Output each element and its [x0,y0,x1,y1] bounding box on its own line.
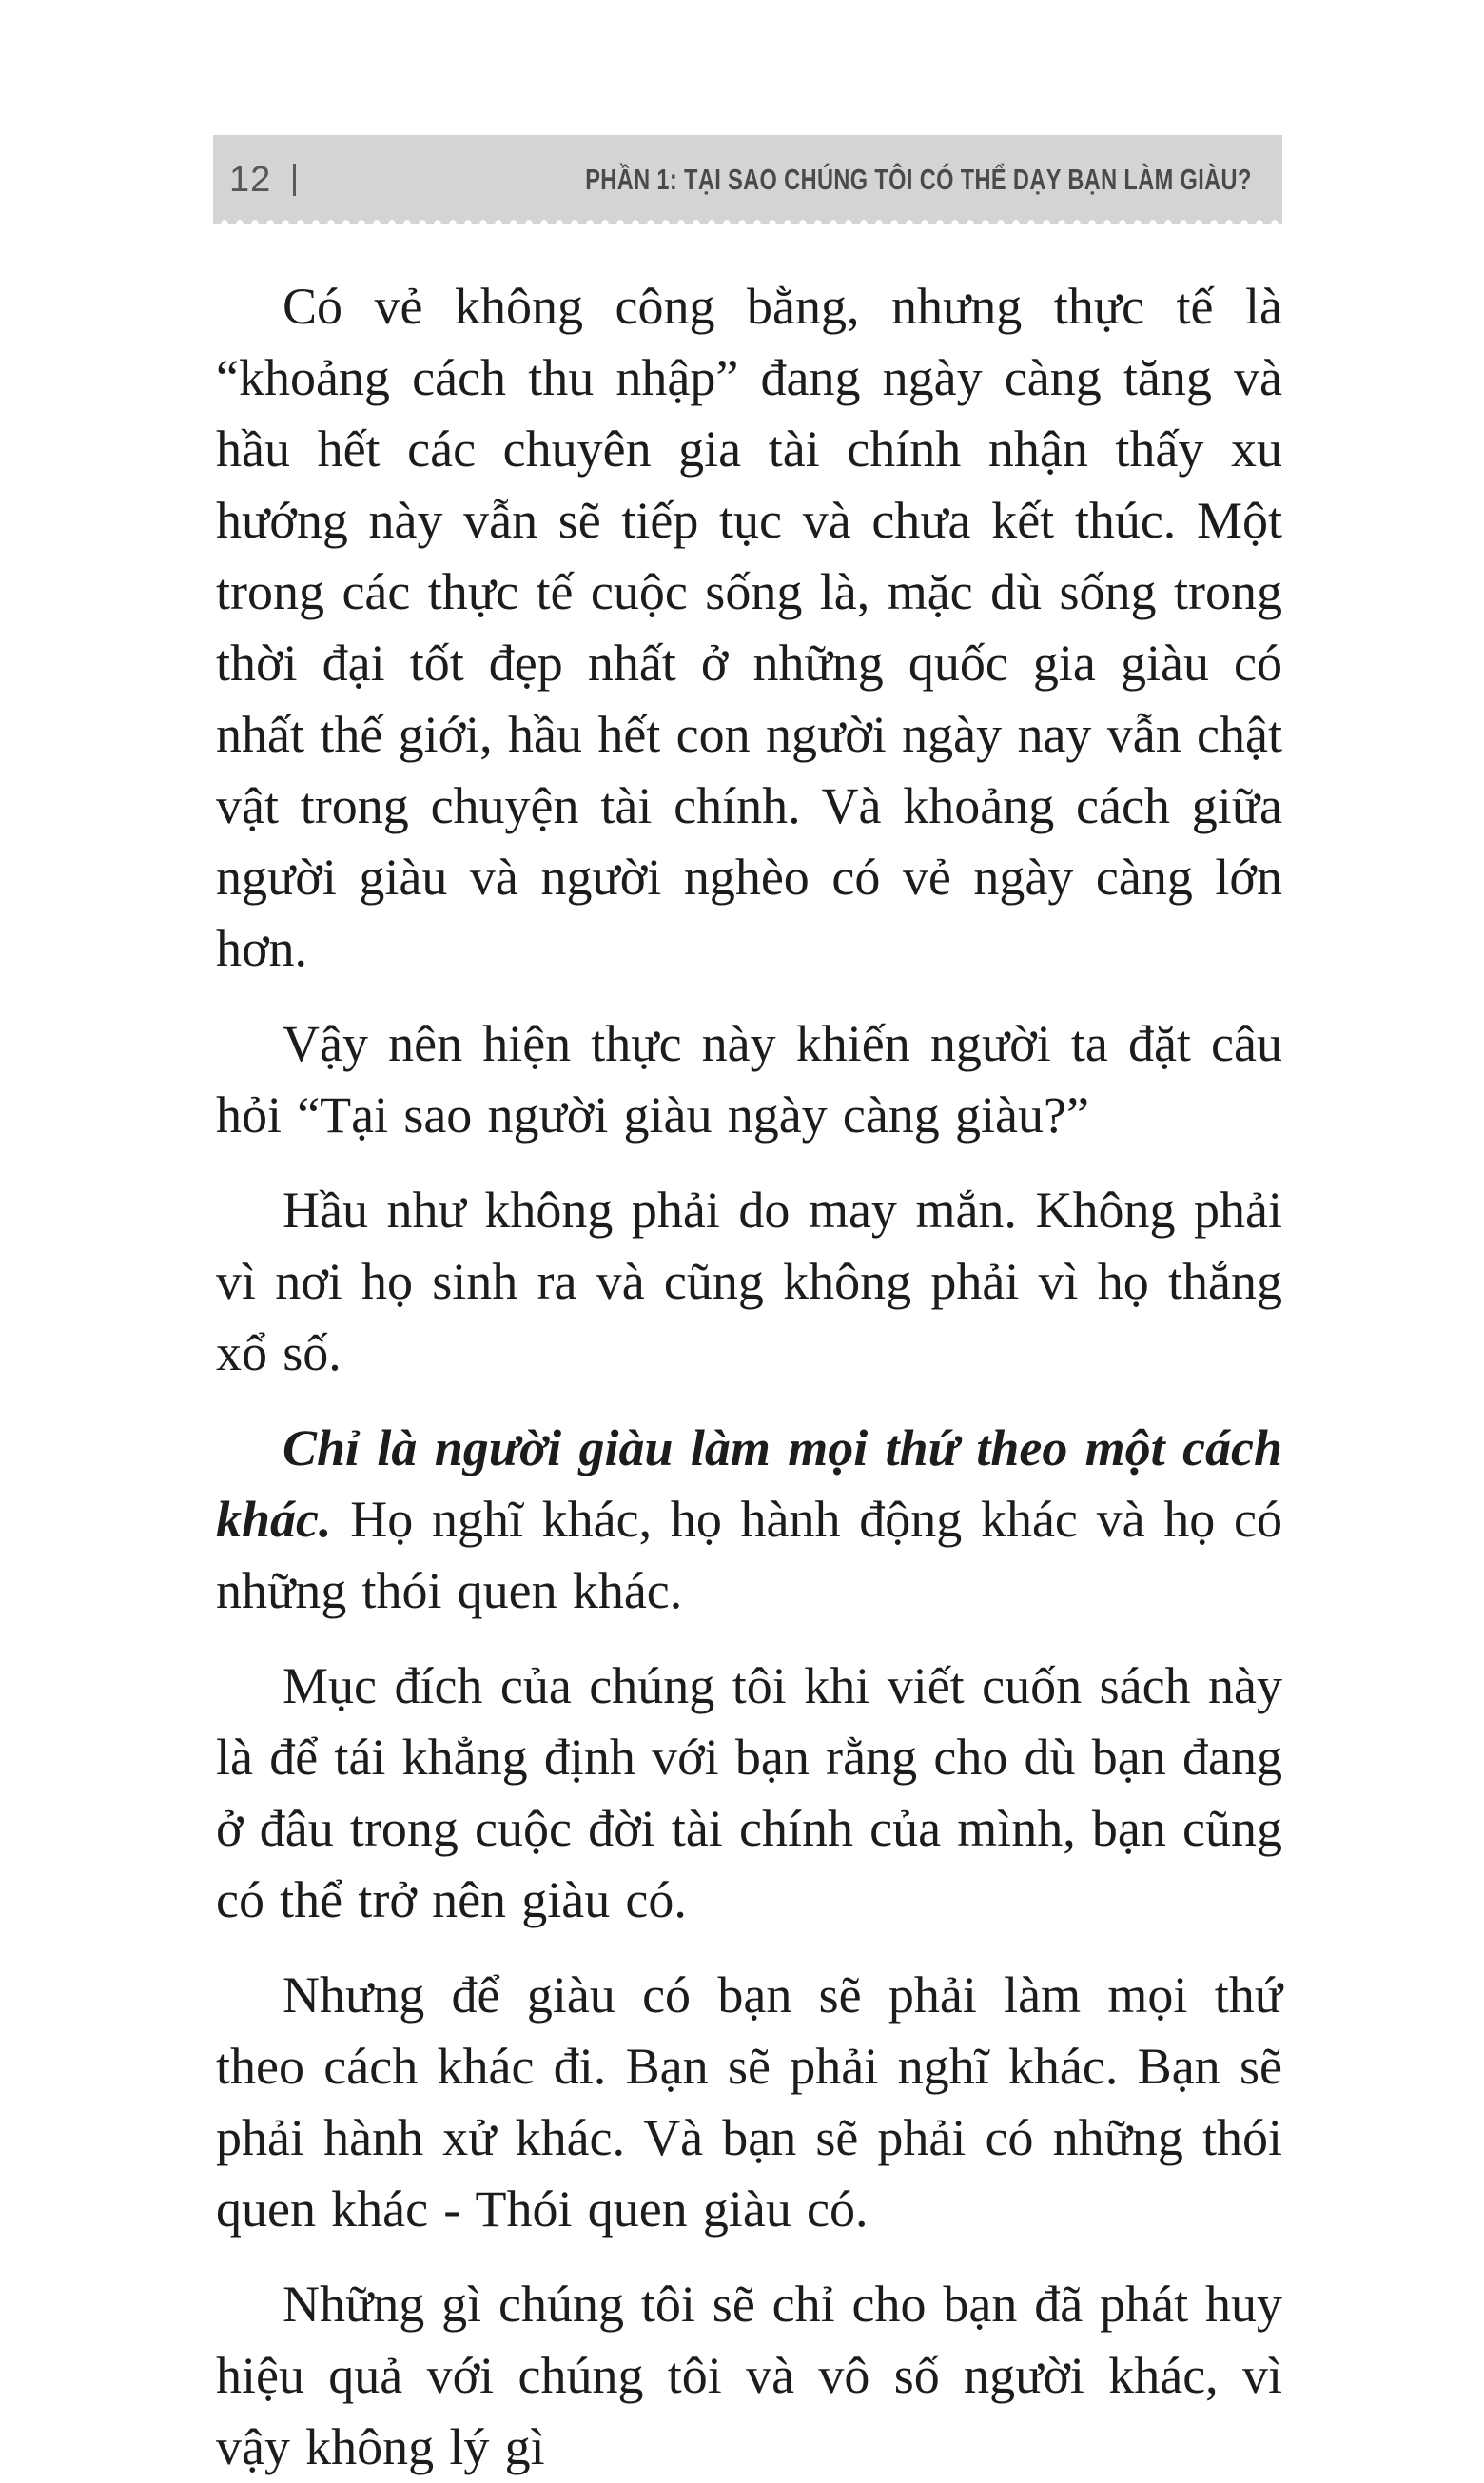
paragraph [216,1175,1282,1389]
paragraph-text: Những gì chúng tôi sẽ chỉ cho bạn đã phát huy hiệu quả với chúng tôi và vô số người khác, vì vậy không lý gì [216,2276,1282,2475]
paragraph [216,1413,1282,1627]
header-band [213,135,1282,224]
paragraph [216,2269,1282,2483]
paragraph-text: Mục đích của chúng tôi khi viết cuốn sách này là để tái khẳng định với bạn rằng cho dù bạn đang ở đâu trong cuộc đời tài chính của mình, bạn cũng có thể trở nên giàu có. [216,1657,1282,1928]
page-number: 12 [229,159,272,200]
paragraph [216,271,1282,985]
section-title: PHẦN 1: TẠI SAO CHÚNG TÔI CÓ THỂ DẠY BẠN LÀM GIÀU? [585,163,1252,196]
paragraph [216,1651,1282,1936]
header-divider [293,164,296,196]
paragraph [216,1008,1282,1151]
paragraph [216,1960,1282,2245]
emphasized-text: Chỉ là người giàu làm mọi thứ theo một cách khác. [216,1419,1282,1548]
paragraph-text: Hầu như không phải do may mắn. Không phải vì nơi họ sinh ra và cũng không phải vì họ thắng xổ số. [216,1182,1282,1381]
paragraph-text: Họ nghĩ khác, họ hành động khác và họ có những thói quen khác. [216,1491,1282,1619]
paragraph-text: Nhưng để giàu có bạn sẽ phải làm mọi thứ theo cách khác đi. Bạn sẽ phải nghĩ khác. Bạn sẽ phải hành xử khác. Và bạn sẽ phải có những thói quen khác - Thói quen giàu có. [216,1966,1282,2238]
scalloped-edge [213,219,1282,228]
body-text [216,271,1282,2483]
paragraph-text: Có vẻ không công bằng, nhưng thực tế là “khoảng cách thu nhập” đang ngày càng tăng và hầu hết các chuyên gia tài chính nhận thấy xu hướng này vẫn sẽ tiếp tục và chưa kết thúc. Một trong các thực tế cuộc sống là, mặc dù sống trong thời đại tốt đẹp nhất ở những quốc gia giàu có nhất thế giới, hầu hết con người ngày nay vẫn chật vật trong chuyện tài chính. Và khoảng cách giữa người giàu và người nghèo có vẻ ngày càng lớn hơn. [216,278,1282,977]
paragraph-text: Vậy nên hiện thực này khiến người ta đặt câu hỏi “Tại sao người giàu ngày càng giàu?” [216,1015,1282,1144]
